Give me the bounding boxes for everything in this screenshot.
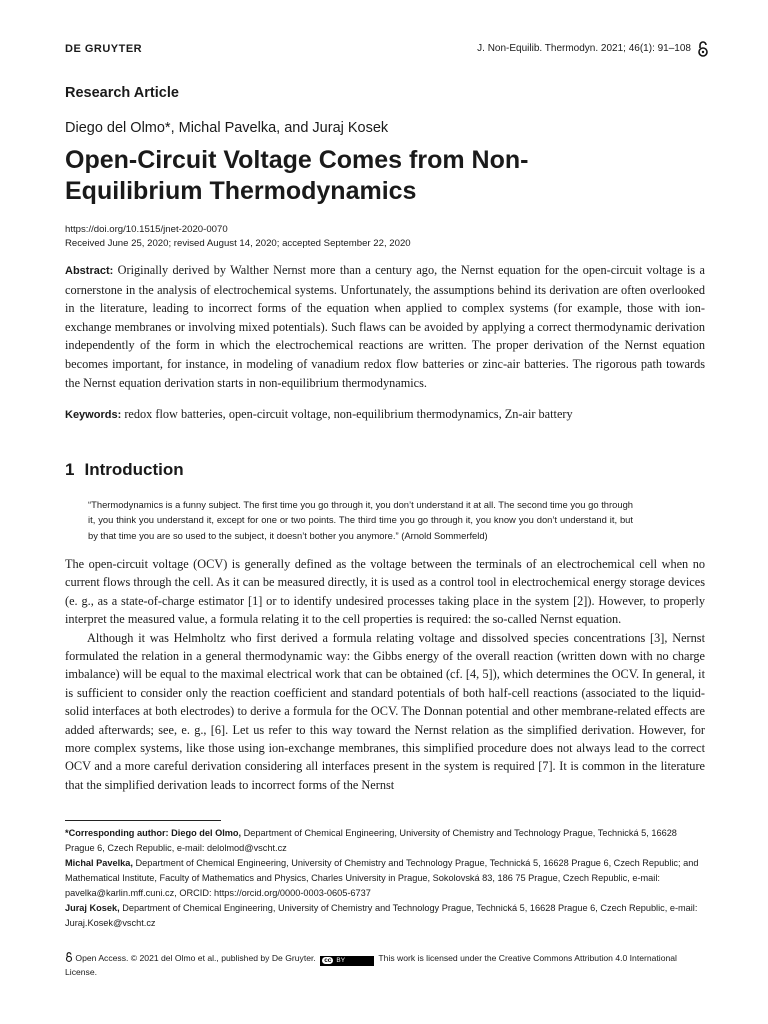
publisher-name: DE GRUYTER <box>65 43 143 55</box>
footnote-author-name: Juraj Kosek, <box>65 903 120 913</box>
footnote-affiliation: Department of Chemical Engineering, University of Chemistry and Technology Prague, Technická 5, 16628 Prague 6, Czech Republic, e-mail: Juraj.Kosek@vscht.cz <box>65 903 698 928</box>
doi-link[interactable]: https://doi.org/10.1515/jnet-2020-0070 <box>65 224 228 235</box>
epigraph-quote: “Thermodynamics is a funny subject. The first time you go through it, you don’t understand it at all. The second time you go through it, you think you understand it, except for one or two points. The third time you go through it, you know you don’t understand it, but by that time you are so used to the subject, it doesn’t bother you anymore.” (Arnold Sommerfeld) <box>88 499 633 541</box>
article-title: Open-Circuit Voltage Comes from Non-Equilibrium Thermodynamics <box>65 146 529 205</box>
page-header <box>65 41 705 61</box>
footnote-author-3 <box>65 901 705 931</box>
footnote-author-2 <box>65 856 705 901</box>
keywords-text: redox flow batteries, open-circuit voltage, non-equilibrium thermodynamics, Zn-air battery <box>124 407 573 421</box>
section-title: Introduction <box>84 460 184 479</box>
article-type: Research Article <box>65 85 179 101</box>
abstract-label: Abstract: <box>65 265 114 277</box>
footnote-author-1 <box>65 826 705 856</box>
paragraph: Although it was Helmholtz who first derived a formula relating voltage and dissolved species concentrations [3], Nernst formulated the relation in a general thermodynamic way: the Gibbs energy of the overall reaction (written down with no charge imbalance) will be equal to the maximal electrical work that can be obtained (cf. [4, 5]), which determines the OCV. In general, it is sufficient to consider only the reaction coefficient and standard potentials of both half-cell reactions (associated to the liquid-solid interfaces at both electrodes) to derive a formula for the OCV. The Donnan potential and other membrane-related effects are added afterwards; see, e. g., [6]. Let us refer to this way toward the Nernst relation as the simplified derivation. However, for more complex systems, like those using ion-exchange membranes, this simplified procedure does not always lead to the correct OCV and a more careful derivation considering all interfaces present in the system is required [7]. It is common in the literature that the simplified derivation leads to incorrect forms of the Nernst <box>65 630 705 792</box>
abstract-text: Originally derived by Walther Nernst more than a century ago, the Nernst equation for the open-circuit voltage is a cornerstone in the analysis of electrochemical systems. Unfortunately, the assumptions behind its derivation are often overlooked in the literature, leading to incorrect forms of the equation when applied to complex systems (for example, those with ion-exchange membranes or involving mixed potentials). Such flaws can be avoided by applying a correct thermodynamic derivation independently of the form in which the electrochemical reactions are written. The proper derivation of the Nernst equation becomes important, for instance, in modeling of vanadium redox flow batteries or zinc-air batteries. The rigorous path towards the Nernst equation derivation starts in non-equilibrium thermodynamics. <box>65 263 706 390</box>
cc-badge-label: BY <box>336 957 346 964</box>
journal-reference: J. Non-Equilib. Thermodyn. 2021; 46(1): 91–108 <box>477 43 691 54</box>
open-access-icon <box>697 41 709 57</box>
section-heading <box>65 460 194 480</box>
cc-by-badge-icon[interactable]: cc BY <box>320 956 374 966</box>
open-access-icon <box>65 952 73 962</box>
body-text <box>65 555 705 794</box>
section-number: 1 <box>65 460 75 479</box>
abstract <box>65 261 705 392</box>
footnote-affiliation: Department of Chemical Engineering, University of Chemistry and Technology Prague, Technická 5, 16628 Prague 6, Czech Republic; and Mathematical Institute, Faculty of Mathematics and Physics, Charles University in Prague, Sokolovská 83, 186 75 Prague, Czech Republic, e-mail: pavelka@karlin.mff.cuni.cz, ORCID: https://orcid.org/0000-0003-0605-6737 <box>65 858 699 898</box>
keywords <box>65 405 705 424</box>
footnote-affiliation: Department of Chemical Engineering, University of Chemistry and Technology Prague, Technická 5, 16628 Prague 6, Czech Republic, e-mail: delolmod@vscht.cz <box>65 828 677 853</box>
footnote-author-name: *Corresponding author: Diego del Olmo, <box>65 828 242 838</box>
publication-dates: Received June 25, 2020; revised August 14, 2020; accepted September 22, 2020 <box>65 238 411 249</box>
author-footnotes <box>65 826 705 931</box>
license-text: This work is licensed under the Creative Commons Attribution 4.0 International License. <box>65 953 677 977</box>
keywords-label: Keywords: <box>65 409 122 421</box>
license-notice <box>65 952 705 979</box>
footnote-divider <box>65 820 221 821</box>
license-prefix: Open Access. © 2021 del Olmo et al., published by De Gruyter. <box>75 953 316 963</box>
author-list: Diego del Olmo*, Michal Pavelka, and Juraj Kosek <box>65 120 389 136</box>
paragraph: The open-circuit voltage (OCV) is generally defined as the voltage between the terminals of an electrochemical cell when no current flows through the cell. As it can be measured directly, it is used as a control tool in electrochemical energy storage devices (e. g., as a state-of-charge estimator [1] or to identify undesired processes taking place in the system [2]). However, to properly interpret the measured value, a formula relating it to the cell properties is required: the so-called Nernst equation. <box>65 557 705 627</box>
footnote-author-name: Michal Pavelka, <box>65 858 133 868</box>
